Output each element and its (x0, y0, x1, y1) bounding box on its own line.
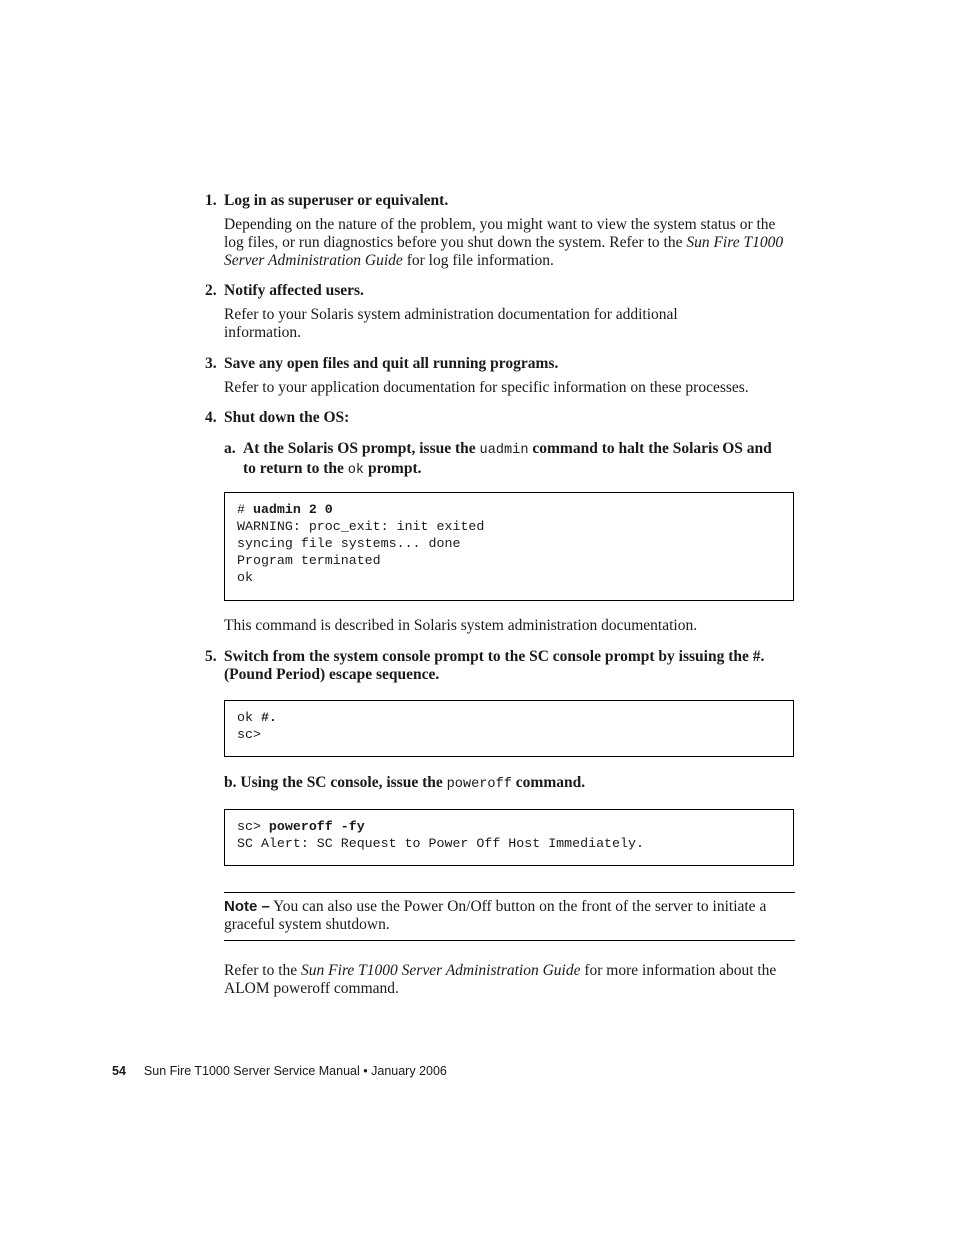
code-prompt: ok (237, 710, 261, 725)
final-paragraph (224, 962, 789, 998)
step-1-heading: Log in as superuser or equivalent. (224, 192, 449, 209)
substep-a-text (243, 440, 788, 480)
code-output-line: sc> (237, 727, 261, 742)
step-3-body: Refer to your application documentation for specific information on these processes. (224, 379, 749, 396)
final-text-1: Refer to the (224, 962, 302, 979)
footer-date: January 2006 (371, 1064, 447, 1078)
code-output-line: WARNING: proc_exit: init exited (237, 519, 485, 534)
code-line-command (237, 709, 781, 726)
code-box-uadmin (224, 492, 794, 601)
page-footer (112, 1064, 447, 1079)
note-label: Note – (224, 898, 270, 915)
substep-b-text-2: command. (511, 774, 586, 791)
step-1-body (224, 216, 796, 270)
poweroff-inline-code: poweroff (446, 777, 512, 792)
step-3-heading: Save any open files and quit all running programs. (224, 355, 559, 372)
page-number: 54 (112, 1064, 126, 1078)
substep-a-text-1: At the Solaris OS prompt, issue the (243, 440, 480, 457)
code-output-line: Program terminated (237, 553, 381, 568)
footer-bullet: • (363, 1064, 368, 1078)
ok-inline-code: ok (347, 463, 365, 478)
substep-a-text-2: command to halt the Solaris OS and to return to the (243, 440, 772, 477)
code-prompt: sc> (237, 819, 269, 834)
substep-a-label: a. (224, 440, 236, 457)
final-text-2: for more information about the ALOM poweroff command. (224, 962, 777, 997)
step-4-heading: Shut down the OS: (224, 409, 350, 426)
step-3-number: 3. (205, 355, 217, 372)
step-1-body-text: Depending on the nature of the problem, you might want to view the system status or the log files, or run diagnostics before you shut down the system. Refer to the (224, 216, 776, 251)
step-5-heading: Switch from the system console prompt to the SC console prompt by issuing the #. (Pound Period) escape sequence. (224, 648, 765, 683)
code-output-line: syncing file systems... done (237, 536, 461, 551)
step-1-number: 1. (205, 192, 217, 209)
step-1-guide-title: Sun Fire T1000 Server Administration Guide (224, 234, 784, 269)
code-output-line: ok (237, 570, 253, 585)
uadmin-inline-code: uadmin (479, 443, 529, 458)
after-code-text: This command is described in Solaris system administration documentation. (224, 617, 698, 634)
step-5-number: 5. (205, 648, 217, 665)
code-line-command (237, 501, 781, 518)
substep-b-label: b. (224, 774, 237, 791)
step-4-number: 4. (205, 409, 217, 426)
substep-b (224, 774, 585, 794)
note-text: You can also use the Power On/Off button on the front of the server to initiate a graceful system shutdown. (224, 898, 767, 933)
code-prompt: # (237, 502, 253, 517)
final-guide-title: Sun Fire T1000 Server Administration Guide (301, 962, 581, 979)
step-2-body: Refer to your Solaris system administration documentation for additional information. (224, 306, 678, 341)
substep-a-text-3: prompt. (364, 460, 422, 477)
code-command: #. (260, 710, 277, 725)
code-line-command (237, 818, 781, 835)
note-bottom-rule (224, 940, 795, 941)
code-command: poweroff -fy (268, 819, 365, 834)
step-2-heading: Notify affected users. (224, 282, 364, 299)
code-box-poweroff (224, 809, 794, 866)
note-top-rule (224, 892, 795, 893)
code-box-escape (224, 700, 794, 757)
code-command: uadmin 2 0 (252, 502, 333, 517)
substep-b-text-1: Using the SC console, issue the (240, 774, 447, 791)
note (224, 898, 784, 934)
code-output-line: SC Alert: SC Request to Power Off Host Immediately. (237, 836, 644, 851)
manual-title: Sun Fire T1000 Server Service Manual (143, 1064, 360, 1078)
step-1-body-tail: for log file information. (402, 252, 554, 269)
step-2-number: 2. (205, 282, 217, 299)
